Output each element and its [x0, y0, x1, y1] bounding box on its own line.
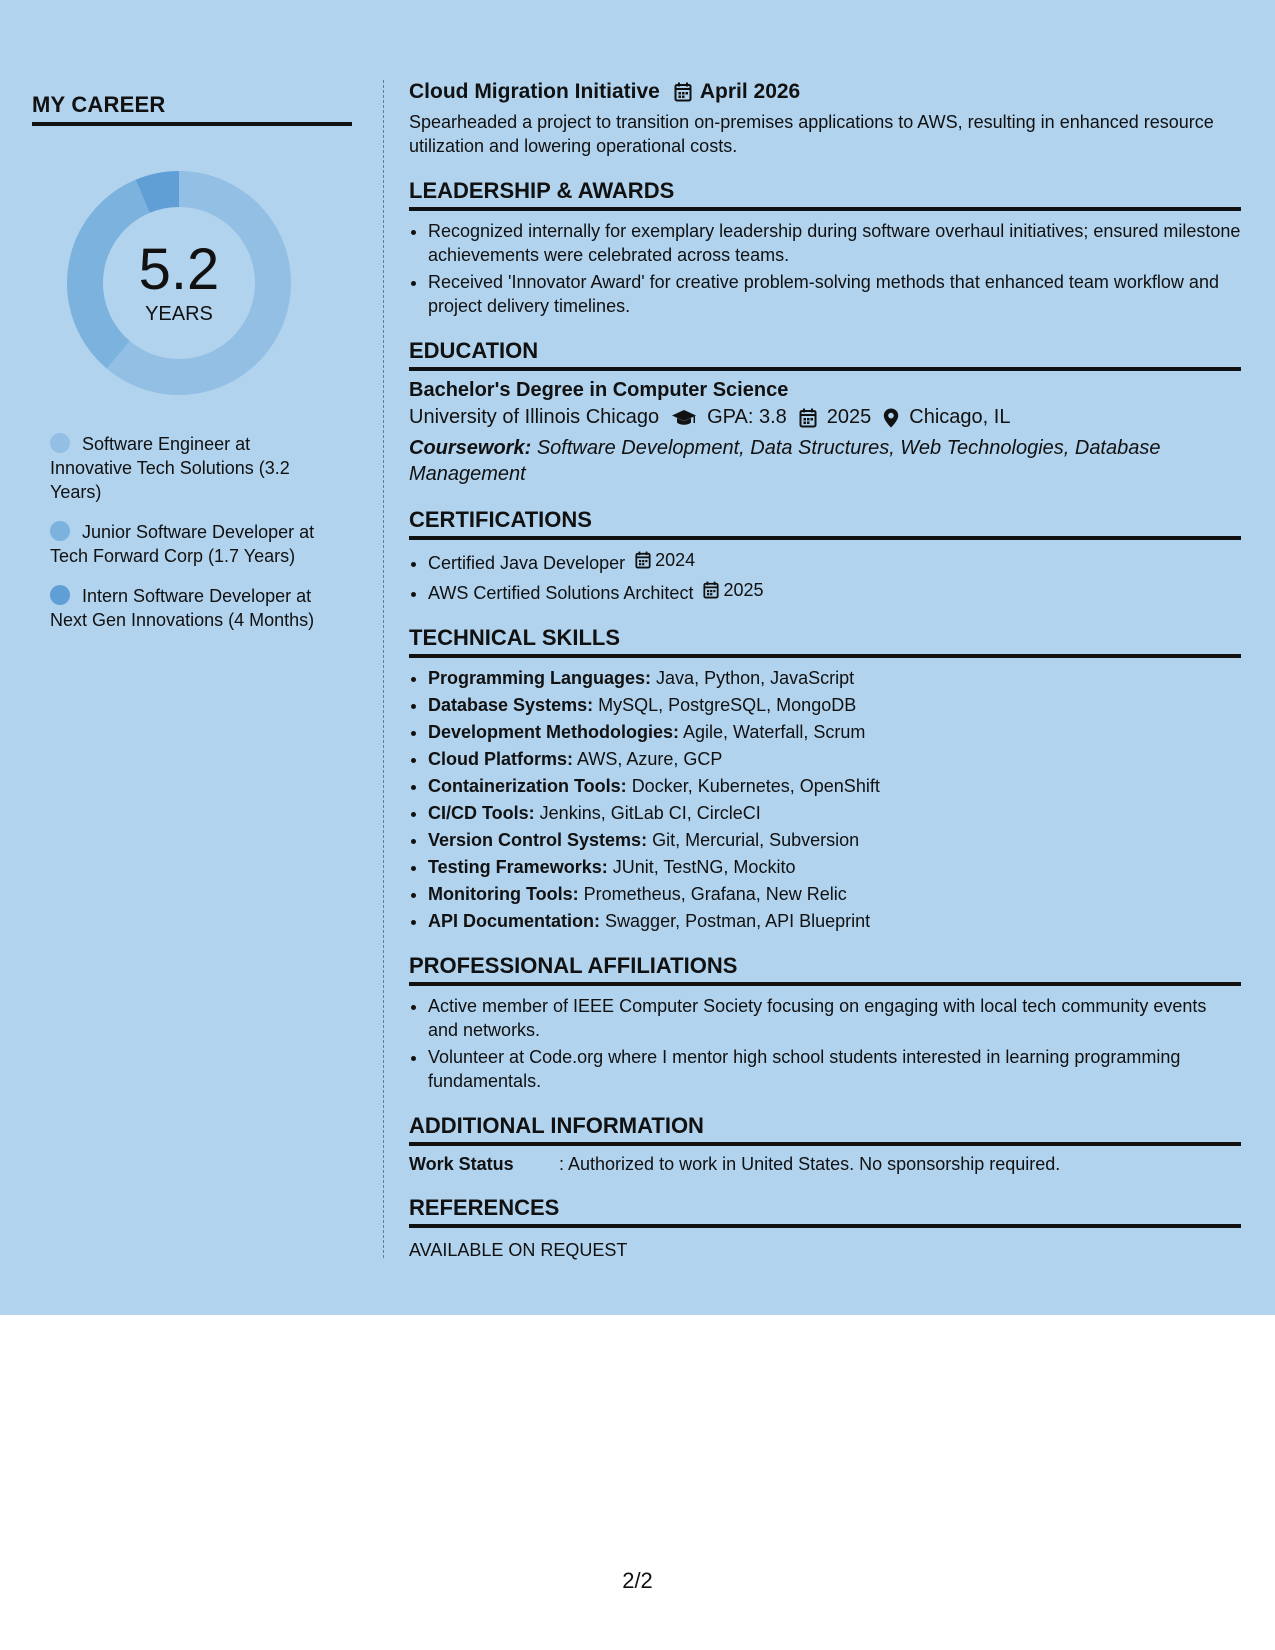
references-heading: REFERENCES: [409, 1195, 1241, 1228]
skill-value: Java, Python, JavaScript: [656, 668, 855, 688]
coursework: [409, 435, 1241, 487]
career-heading: MY CAREER: [32, 92, 352, 126]
skill-item: [428, 801, 1241, 825]
skill-label: Monitoring Tools:: [428, 884, 579, 904]
list-item: • Recognized internally for exemplary leadership during software overhaul initiatives; ensured milestone achievements were celebrated across teams.: [428, 219, 1241, 267]
project-description: Spearheaded a project to transition on-premises applications to AWS, resulting in enhanced resource utilization and lowering operational costs.: [409, 112, 1214, 156]
degree: Bachelor's Degree in Computer Science: [409, 379, 789, 401]
list-item: • Received 'Innovator Award' for creative problem-solving methods that enhanced team workflow and project delivery timelines.: [428, 270, 1241, 318]
affiliations-list: [409, 994, 1241, 1093]
calendar-icon: [703, 581, 719, 599]
affiliations-heading: PROFESSIONAL AFFILIATIONS: [409, 953, 1241, 986]
skill-value: AWS, Azure, GCP: [577, 749, 723, 769]
skill-label: Cloud Platforms:: [428, 749, 574, 769]
coursework-list: Software Development, Data Structures, Web Technologies, Database Management: [409, 437, 1161, 485]
skill-label: Containerization Tools:: [428, 776, 627, 796]
legend-dot: [50, 433, 70, 453]
education-details: [409, 406, 1241, 429]
education-heading: EDUCATION: [409, 338, 1241, 371]
skill-value: Agile, Waterfall, Scrum: [683, 722, 866, 742]
skill-item: [428, 747, 1241, 771]
legend-dot: [50, 521, 70, 541]
legend-item: [50, 584, 330, 632]
skill-item: [428, 855, 1241, 879]
legend-item: [50, 520, 330, 568]
skills-heading: TECHNICAL SKILLS: [409, 625, 1241, 658]
career-legend: [50, 432, 330, 632]
list-item: • Volunteer at Code.org where I mentor high school students interested in learning programming fundamentals.: [428, 1045, 1241, 1093]
graduation-cap-icon: [671, 409, 697, 427]
skill-value: Jenkins, GitLab CI, CircleCI: [539, 803, 761, 823]
graduation-year: 2025: [826, 406, 872, 428]
school-name: University of Illinois Chicago: [409, 406, 660, 428]
legend-item: [50, 432, 330, 504]
main-column: [409, 80, 1241, 1261]
project-date: April 2026: [699, 80, 801, 103]
skills-list: [409, 666, 1241, 933]
work-status-label: Work Status: [409, 1154, 514, 1174]
skill-label: Version Control Systems:: [428, 830, 648, 850]
skill-item: [428, 828, 1241, 852]
skill-value: Docker, Kubernetes, OpenShift: [631, 776, 880, 796]
skill-label: CI/CD Tools:: [428, 803, 535, 823]
work-status-value: : Authorized to work in United States. No sponsorship required.: [559, 1154, 1061, 1174]
skill-item: [428, 882, 1241, 906]
calendar-icon: [674, 82, 692, 102]
certification-year: 2025: [723, 580, 764, 600]
certifications-list: [409, 548, 1241, 605]
column-divider: [383, 80, 384, 1258]
certification-name: AWS Certified Solutions Architect: [428, 583, 694, 603]
additional-heading: ADDITIONAL INFORMATION: [409, 1113, 1241, 1146]
skill-item: [428, 774, 1241, 798]
coursework-label: Coursework:: [409, 437, 532, 459]
calendar-icon: [635, 551, 651, 569]
skill-value: JUnit, TestNG, Mockito: [612, 857, 796, 877]
certification-item: [428, 548, 1241, 575]
skill-value: Prometheus, Grafana, New Relic: [583, 884, 847, 904]
page-number: 2/2: [622, 1568, 653, 1593]
project-title: Cloud Migration Initiative: [409, 80, 660, 103]
leadership-list: [409, 219, 1241, 318]
skill-item: [428, 720, 1241, 744]
skill-value: MySQL, PostgreSQL, MongoDB: [598, 695, 857, 715]
skill-item: [428, 693, 1241, 717]
skill-label: API Documentation:: [428, 911, 601, 931]
skill-label: Testing Frameworks:: [428, 857, 608, 877]
skill-label: Development Methodologies:: [428, 722, 680, 742]
certification-item: [428, 578, 1241, 605]
work-status-row: [409, 1154, 1241, 1175]
skill-value: Git, Mercurial, Subversion: [652, 830, 860, 850]
legend-label: Intern Software Developer at Next Gen Innovations (4 Months): [50, 586, 315, 630]
school-location: Chicago, IL: [909, 406, 1011, 428]
project-header: [409, 80, 1241, 104]
leadership-heading: LEADERSHIP & AWARDS: [409, 178, 1241, 211]
skill-value: Swagger, Postman, API Blueprint: [605, 911, 871, 931]
career-donut-chart: [66, 170, 292, 396]
legend-label: Junior Software Developer at Tech Forward Corp (1.7 Years): [50, 522, 315, 566]
certification-name: Certified Java Developer: [428, 553, 626, 573]
legend-label: Software Engineer at Innovative Tech Solutions (3.2 Years): [50, 434, 290, 502]
map-pin-icon: [883, 408, 899, 428]
list-item: • Active member of IEEE Computer Society focusing on engaging with local tech community events and networks.: [428, 994, 1241, 1042]
total-years: 5.2: [138, 236, 220, 302]
skill-label: Database Systems:: [428, 695, 594, 715]
calendar-icon: [799, 408, 817, 428]
donut-center: [66, 170, 292, 396]
skill-item: [428, 909, 1241, 933]
references-text: AVAILABLE ON REQUEST: [409, 1240, 628, 1260]
total-years-unit: YEARS: [145, 302, 213, 325]
skill-label: Programming Languages:: [428, 668, 652, 688]
legend-dot: [50, 585, 70, 605]
skill-item: [428, 666, 1241, 690]
certification-year: 2024: [655, 550, 696, 570]
career-sidebar: [32, 92, 352, 648]
gpa: GPA: 3.8: [707, 406, 787, 428]
certifications-heading: CERTIFICATIONS: [409, 507, 1241, 540]
